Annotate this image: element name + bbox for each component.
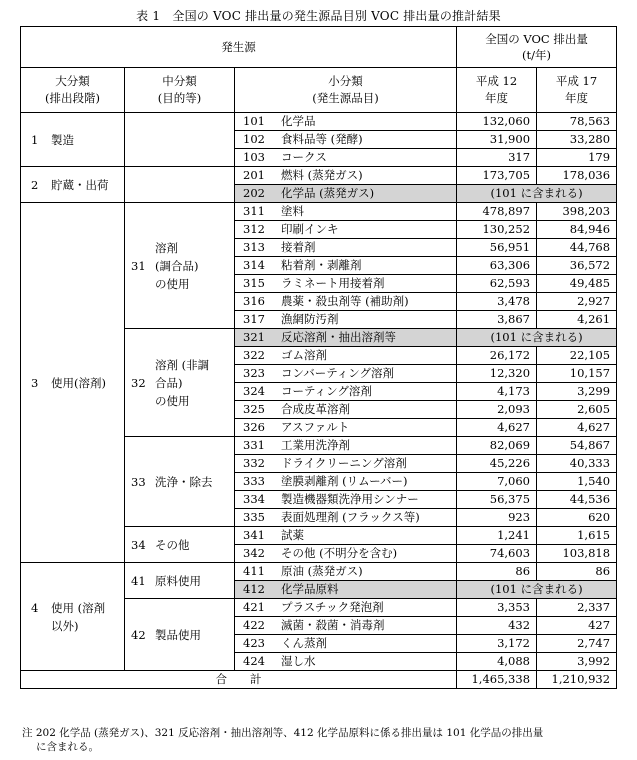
minor-code: 424	[243, 654, 265, 668]
minor-name: 化学品	[281, 114, 316, 128]
minor-category	[235, 113, 457, 131]
header-h17	[537, 68, 617, 113]
minor-code: 103	[243, 150, 265, 164]
middle-category	[125, 563, 235, 599]
minor-category	[235, 563, 457, 581]
emission-h12: 12,320	[457, 365, 537, 383]
middle-label	[155, 572, 201, 590]
header-h12-line1: 平成 12	[475, 74, 518, 88]
minor-category	[235, 329, 457, 347]
header-minor-line1: 小分類	[328, 74, 363, 88]
minor-name: コンバーティング溶剤	[281, 366, 395, 380]
minor-code: 335	[243, 510, 265, 524]
minor-category	[235, 527, 457, 545]
footnote-line1: 注 202 化学品 (蒸発ガス)、321 反応溶剤・抽出溶剤等、412 化学品原料に係る排出量は 101 化学品の排出量	[22, 727, 544, 739]
minor-category	[235, 545, 457, 563]
emission-h12: 317	[457, 149, 537, 167]
major-label-line1: 使用 (溶剤	[51, 600, 106, 615]
major-category	[21, 113, 125, 167]
middle-number: 34	[131, 537, 146, 552]
emission-h12: 4,173	[457, 383, 537, 401]
middle-label	[155, 356, 209, 410]
minor-code: 422	[243, 618, 265, 632]
minor-name: 燃料 (蒸発ガス)	[281, 168, 363, 182]
emission-h12: 74,603	[457, 545, 537, 563]
total-label: 合 計	[21, 671, 457, 689]
emission-h17: 4,261	[537, 311, 617, 329]
minor-code: 321	[243, 330, 265, 344]
emission-h17: 179	[537, 149, 617, 167]
header-major	[21, 68, 125, 113]
minor-name: 工業用洗浄剤	[281, 438, 350, 452]
minor-category	[235, 383, 457, 401]
minor-category	[235, 365, 457, 383]
emission-h17: 44,536	[537, 491, 617, 509]
minor-code: 312	[243, 222, 265, 236]
minor-code: 325	[243, 402, 265, 416]
middle-label-line1: 溶剤 (非調	[155, 357, 210, 372]
middle-number: 41	[131, 573, 146, 588]
middle-label-line2: (調合品)	[155, 258, 199, 273]
emission-h12: 82,069	[457, 437, 537, 455]
major-number: 3	[31, 375, 39, 390]
middle-label-line3: の使用	[155, 276, 190, 291]
major-number: 2	[31, 177, 39, 192]
middle-category	[125, 113, 235, 167]
minor-name: 塗料	[281, 204, 304, 218]
major-label: 製造	[51, 132, 74, 147]
middle-label	[155, 626, 201, 644]
minor-name: コーティング溶剤	[281, 384, 372, 398]
middle-label-line1: 製品使用	[155, 627, 201, 642]
minor-category	[235, 419, 457, 437]
middle-category	[125, 527, 235, 563]
table-caption: 表 1 全国の VOC 排出量の発生源品目別 VOC 排出量の推計結果	[136, 9, 501, 23]
major-category	[21, 203, 125, 563]
minor-category	[235, 149, 457, 167]
major-category	[21, 167, 125, 203]
major-label	[51, 599, 105, 635]
minor-name: 合成皮革溶剤	[281, 402, 350, 416]
minor-category	[235, 635, 457, 653]
emission-h12: 130,252	[457, 221, 537, 239]
minor-name: ゴム溶剤	[281, 348, 327, 362]
emission-h17: 2,337	[537, 599, 617, 617]
minor-category	[235, 347, 457, 365]
emission-h17: 36,572	[537, 257, 617, 275]
total-h12: 1,465,338	[457, 671, 537, 689]
minor-category	[235, 257, 457, 275]
minor-name: ラミネート用接着剤	[281, 276, 385, 290]
middle-label-line1: その他	[155, 537, 190, 552]
emission-h12: 4,627	[457, 419, 537, 437]
header-minor-line2: (発生源品目)	[312, 91, 379, 105]
minor-code: 324	[243, 384, 265, 398]
middle-number: 31	[131, 258, 146, 273]
emission-h17: 178,036	[537, 167, 617, 185]
emission-h12: 3,353	[457, 599, 537, 617]
minor-code: 102	[243, 132, 265, 146]
minor-category	[235, 581, 457, 599]
minor-category	[235, 437, 457, 455]
minor-code: 423	[243, 636, 265, 650]
minor-category	[235, 131, 457, 149]
emission-h17: 33,280	[537, 131, 617, 149]
table-row	[21, 113, 617, 131]
header-middle	[125, 68, 235, 113]
emission-h12: 56,951	[457, 239, 537, 257]
emission-h12: 478,897	[457, 203, 537, 221]
total-h17: 1,210,932	[537, 671, 617, 689]
emission-h17: 398,203	[537, 203, 617, 221]
minor-code: 421	[243, 600, 265, 614]
minor-name: くん蒸剤	[281, 636, 327, 650]
minor-name: 食料品等 (発酵)	[281, 132, 363, 146]
header-major-line1: 大分類	[55, 74, 90, 88]
middle-number: 32	[131, 375, 146, 390]
emission-h12: 86	[457, 563, 537, 581]
minor-code: 326	[243, 420, 265, 434]
emission-h12: 432	[457, 617, 537, 635]
header-h12-line2: 年度	[485, 91, 509, 105]
major-number: 1	[31, 132, 39, 147]
minor-name: 表面処理剤 (フラックス等)	[281, 510, 420, 524]
middle-label	[155, 239, 198, 293]
emission-h12: 31,900	[457, 131, 537, 149]
header-major-line2: (排出段階)	[45, 91, 100, 105]
minor-name: 反応溶剤・抽出溶剤等	[281, 330, 396, 344]
emission-h17: 78,563	[537, 113, 617, 131]
minor-category	[235, 203, 457, 221]
minor-name: 試薬	[281, 528, 304, 542]
emission-h12: 2,093	[457, 401, 537, 419]
merged-emission-note: (101 に含まれる)	[457, 185, 617, 203]
minor-category	[235, 401, 457, 419]
minor-name: プラスチック発泡剤	[281, 600, 384, 614]
middle-category	[125, 167, 235, 203]
header-row-1	[21, 27, 617, 68]
minor-category	[235, 509, 457, 527]
merged-emission-note: (101 に含まれる)	[457, 329, 617, 347]
emission-h12: 4,088	[457, 653, 537, 671]
minor-name: 化学品原料	[281, 582, 339, 596]
minor-category	[235, 311, 457, 329]
major-label: 使用(溶剤)	[51, 375, 106, 390]
middle-category	[125, 329, 235, 437]
emission-h12: 1,241	[457, 527, 537, 545]
minor-code: 334	[243, 492, 265, 506]
minor-code: 317	[243, 312, 265, 326]
emission-h17: 84,946	[537, 221, 617, 239]
minor-code: 411	[243, 564, 265, 578]
minor-category	[235, 473, 457, 491]
minor-code: 315	[243, 276, 265, 290]
emission-h17: 620	[537, 509, 617, 527]
header-emission-line2: (t/年)	[522, 48, 552, 62]
emission-h12: 923	[457, 509, 537, 527]
minor-category	[235, 617, 457, 635]
header-middle-line1: 中分類	[162, 74, 197, 88]
header-minor	[235, 68, 457, 113]
minor-category	[235, 293, 457, 311]
minor-name: ドライクリーニング溶剤	[281, 456, 407, 470]
emission-h12: 26,172	[457, 347, 537, 365]
minor-name: 塗膜剥離剤 (リムーバー)	[281, 474, 408, 488]
table-row	[21, 167, 617, 185]
minor-category	[235, 491, 457, 509]
emission-h17: 1,540	[537, 473, 617, 491]
minor-code: 201	[243, 168, 265, 182]
emission-h12: 132,060	[457, 113, 537, 131]
header-row-2	[21, 68, 617, 113]
middle-label-line1: 洗浄・除去	[155, 474, 213, 489]
major-label: 貯蔵・出荷	[51, 177, 109, 192]
middle-label	[155, 473, 213, 491]
minor-code: 313	[243, 240, 265, 254]
minor-name: 化学品 (蒸発ガス)	[281, 186, 375, 200]
table-body	[21, 27, 617, 689]
minor-code: 412	[243, 582, 265, 596]
emission-h17: 4,627	[537, 419, 617, 437]
table-row	[21, 563, 617, 581]
minor-name: その他 (不明分を含む)	[281, 546, 398, 560]
emission-h17: 22,105	[537, 347, 617, 365]
merged-emission-note: (101 に含まれる)	[457, 581, 617, 599]
table-row	[21, 203, 617, 221]
minor-category	[235, 275, 457, 293]
emission-h12: 7,060	[457, 473, 537, 491]
minor-code: 331	[243, 438, 265, 452]
emission-h17: 3,992	[537, 653, 617, 671]
minor-code: 342	[243, 546, 265, 560]
minor-code: 311	[243, 204, 265, 218]
minor-name: 原油 (蒸発ガス)	[281, 564, 363, 578]
minor-code: 322	[243, 348, 265, 362]
minor-name: 湿し水	[281, 654, 316, 668]
minor-name: 製造機器類洗浄用シンナー	[281, 492, 419, 506]
header-source: 発生源	[21, 27, 457, 68]
major-label-line2: 以外)	[51, 618, 79, 633]
major-number: 4	[31, 600, 39, 615]
minor-code: 323	[243, 366, 265, 380]
emission-h17: 10,157	[537, 365, 617, 383]
middle-label-line1: 溶剤	[155, 240, 178, 255]
middle-number: 33	[131, 474, 146, 489]
emission-h17: 49,485	[537, 275, 617, 293]
minor-category	[235, 167, 457, 185]
middle-label-line3: の使用	[155, 393, 190, 408]
minor-category	[235, 455, 457, 473]
emission-h17: 54,867	[537, 437, 617, 455]
minor-name: アスファルト	[281, 420, 350, 434]
middle-category	[125, 437, 235, 527]
minor-code: 202	[243, 186, 265, 200]
total-row	[21, 671, 617, 689]
middle-category	[125, 599, 235, 671]
emission-h12: 3,867	[457, 311, 537, 329]
emission-h12: 173,705	[457, 167, 537, 185]
middle-number: 42	[131, 627, 146, 642]
emission-h12: 3,172	[457, 635, 537, 653]
emission-h12: 56,375	[457, 491, 537, 509]
header-h17-line2: 年度	[565, 91, 589, 105]
minor-name: 滅菌・殺菌・消毒剤	[281, 618, 385, 632]
emission-h17: 2,605	[537, 401, 617, 419]
emission-h17: 44,768	[537, 239, 617, 257]
emission-h17: 40,333	[537, 455, 617, 473]
emission-h12: 63,306	[457, 257, 537, 275]
emission-h17: 2,927	[537, 293, 617, 311]
minor-category	[235, 221, 457, 239]
minor-name: 農薬・殺虫剤等 (補助剤)	[281, 294, 409, 308]
minor-code: 341	[243, 528, 265, 542]
middle-label-line1: 原料使用	[155, 573, 201, 588]
header-emission	[457, 27, 617, 68]
emission-h17: 2,747	[537, 635, 617, 653]
middle-label	[155, 536, 190, 554]
minor-name: 接着剤	[281, 240, 316, 254]
middle-category	[125, 203, 235, 329]
minor-category	[235, 239, 457, 257]
footnote-line2: に含まれる。	[36, 741, 99, 753]
header-emission-line1: 全国の VOC 排出量	[485, 32, 588, 46]
minor-category	[235, 653, 457, 671]
minor-code: 333	[243, 474, 265, 488]
minor-code: 316	[243, 294, 265, 308]
middle-label-line2: 合品)	[155, 375, 183, 390]
header-h17-line1: 平成 17	[555, 74, 598, 88]
minor-code: 314	[243, 258, 265, 272]
header-h12	[457, 68, 537, 113]
emission-h17: 427	[537, 617, 617, 635]
emission-h17: 103,818	[537, 545, 617, 563]
emission-h12: 3,478	[457, 293, 537, 311]
major-category	[21, 563, 125, 671]
minor-category	[235, 599, 457, 617]
minor-name: 漁網防汚剤	[281, 312, 339, 326]
header-middle-line2: (目的等)	[157, 91, 202, 105]
footnote	[22, 726, 622, 754]
emission-h17: 86	[537, 563, 617, 581]
minor-category	[235, 185, 457, 203]
emission-h12: 45,226	[457, 455, 537, 473]
voc-emissions-table	[20, 26, 617, 689]
minor-name: 粘着剤・剥離剤	[281, 258, 362, 272]
emission-h17: 3,299	[537, 383, 617, 401]
emission-h17: 1,615	[537, 527, 617, 545]
minor-code: 101	[243, 114, 265, 128]
minor-code: 332	[243, 456, 265, 470]
minor-name: 印刷インキ	[281, 222, 339, 236]
emission-h12: 62,593	[457, 275, 537, 293]
minor-name: コークス	[281, 150, 327, 164]
